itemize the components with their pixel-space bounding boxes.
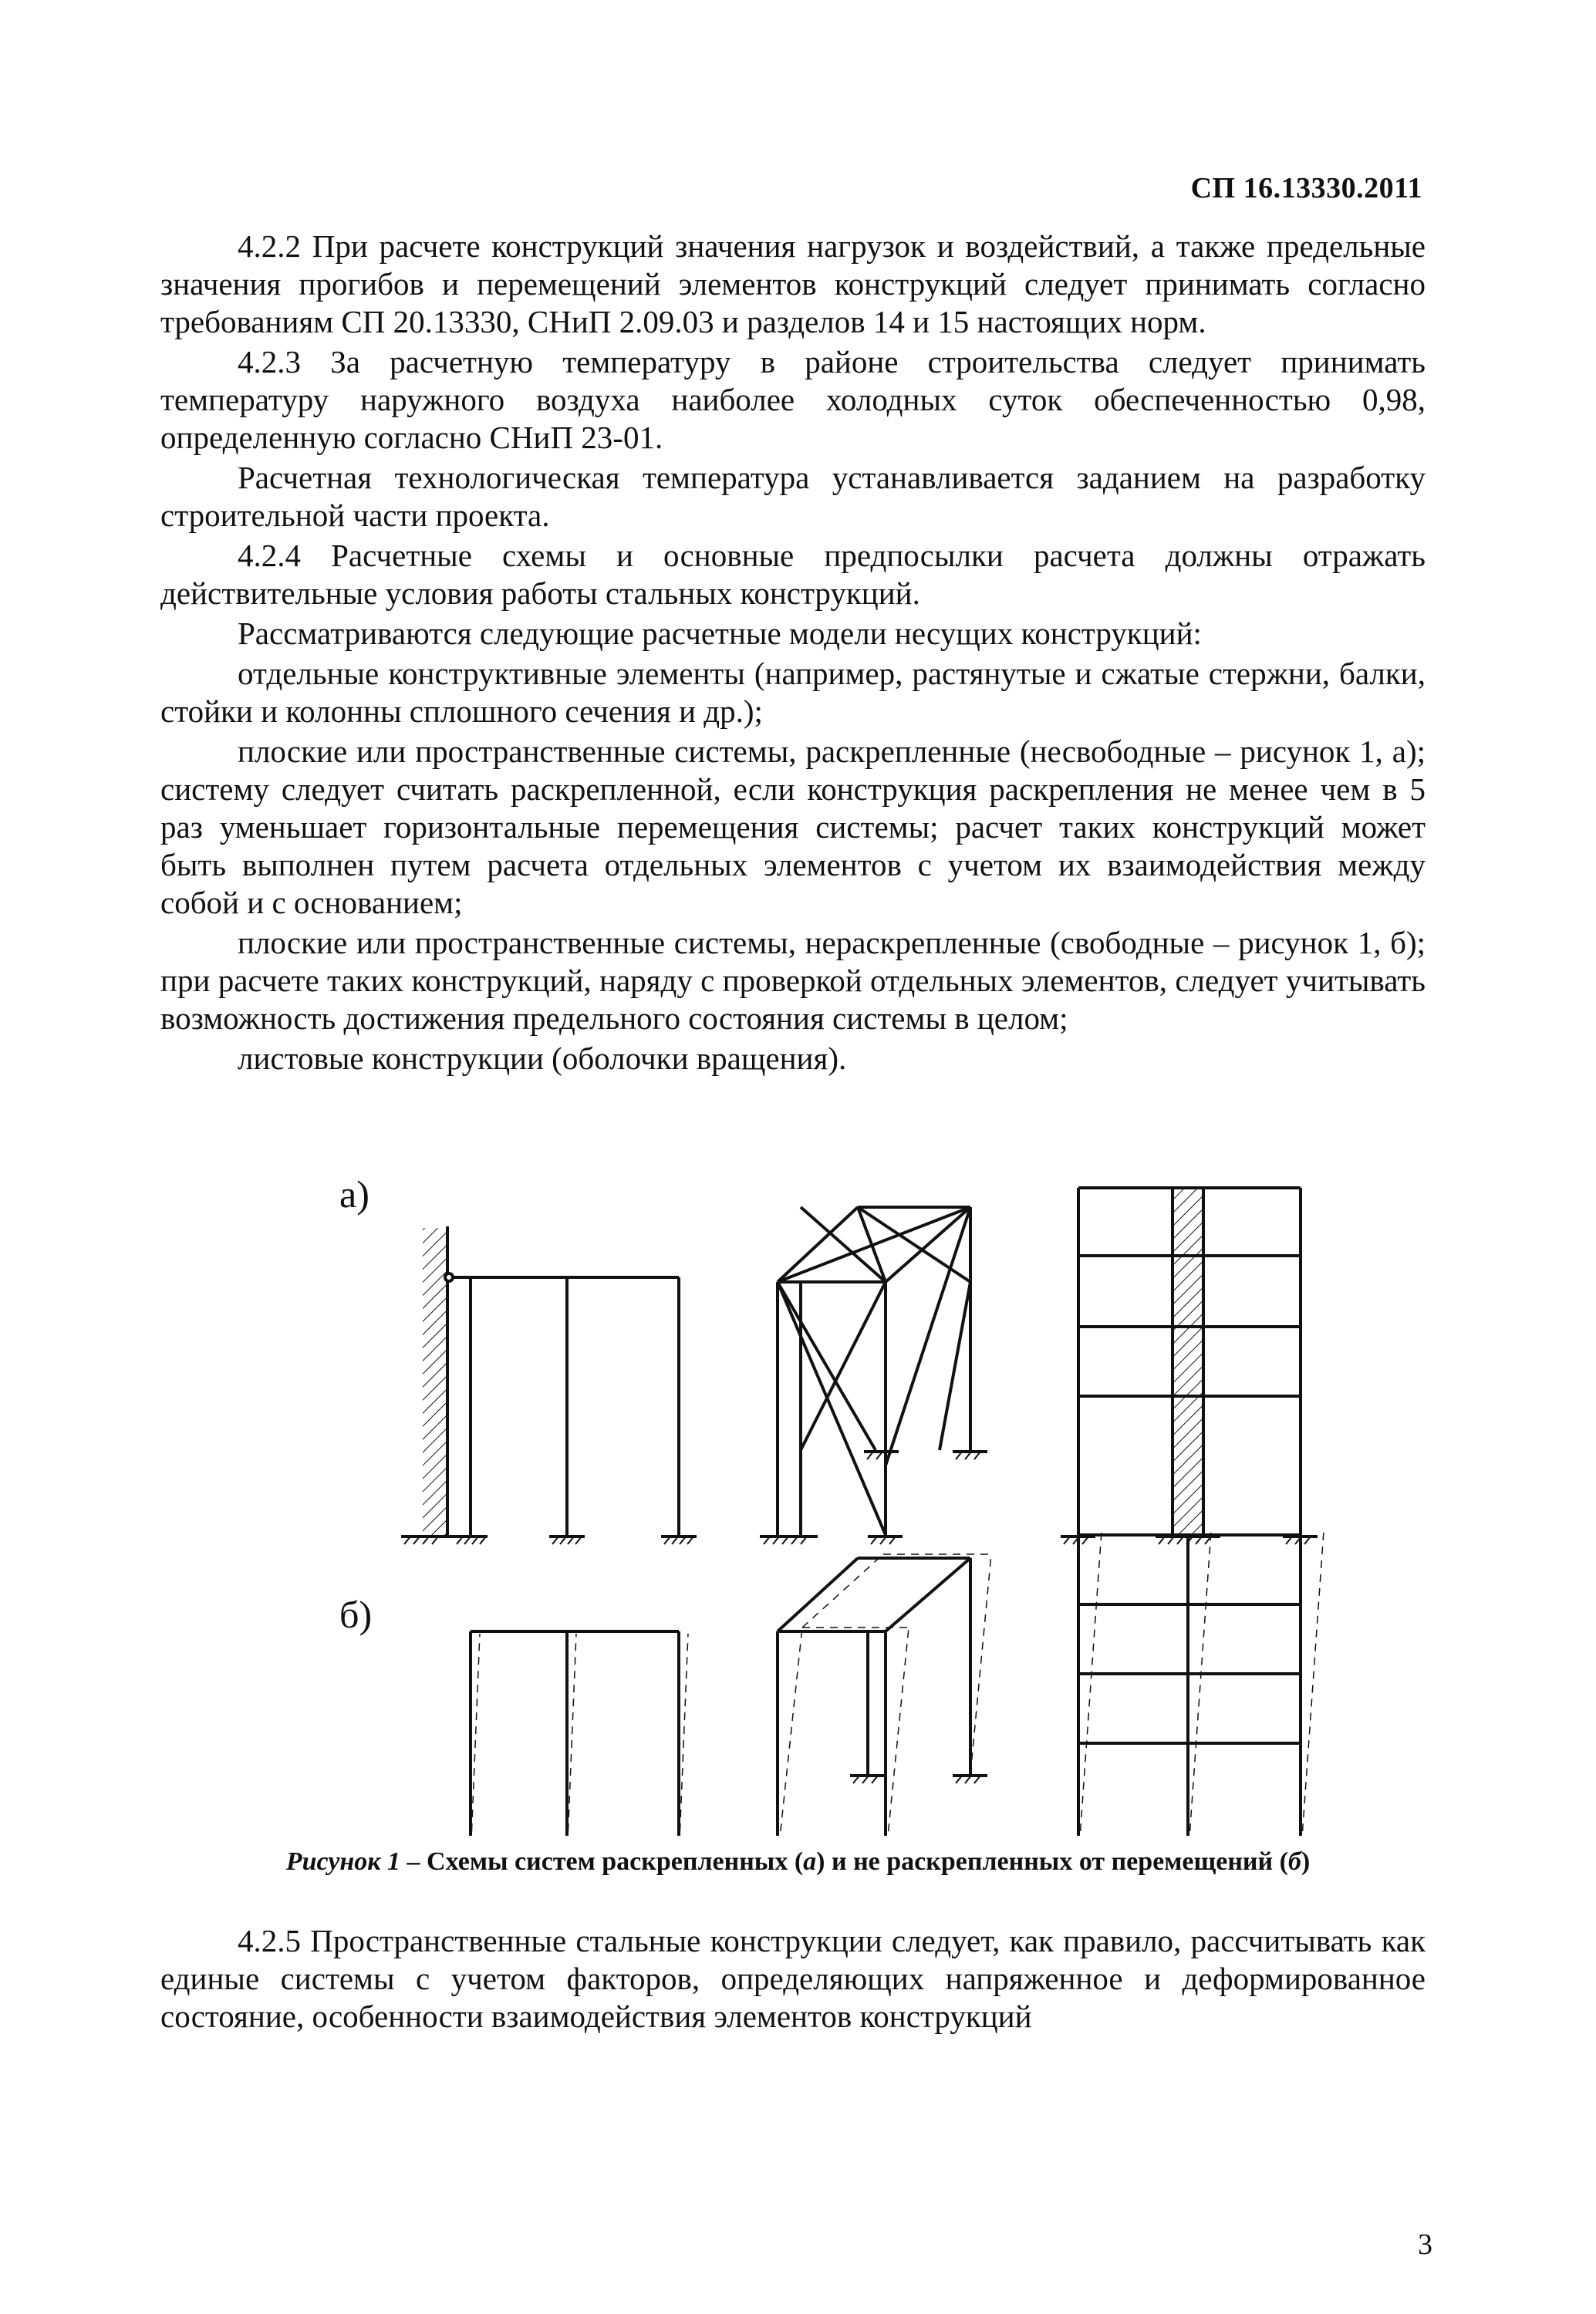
paragraph-model-shells: листовые конструкции (оболочки вращения). [238, 1041, 847, 1076]
page-number: 3 [1418, 2228, 1432, 2261]
figure-caption [0, 1847, 1596, 1877]
figure-label-a: а) [339, 1172, 369, 1216]
paragraph-4-2-2: 4.2.2 При расчете конструкций значения нагрузок и воздействий, а также предельные значения прогибов и перемещений элементов конструкций следует принимать согласно требованиям СП 20.13330, СНиП 2.09.03 и разделов 14 и 15 настоящих норм. [160, 228, 1426, 339]
caption-a: а [803, 1847, 817, 1876]
braced-frame-spatial [760, 1207, 987, 1544]
caption-prefix: Рисунок 1 [285, 1847, 401, 1876]
body-text-block [160, 228, 1426, 1080]
caption-end: ) [1301, 1847, 1311, 1876]
body-text-after-figure [160, 1922, 1426, 2036]
paragraph-tech-temperature: Расчетная технологическая температура устанавливается заданием на разработку строительной части проекта. [160, 460, 1426, 533]
unbraced-frame-spatial [760, 1554, 991, 1836]
caption-b: б [1287, 1847, 1301, 1876]
paragraph-4-2-5: 4.2.5 Пространственные стальные конструкции следует, как правило, рассчитывать как единые системы с учетом факторов, определяющих напряженное и деформированное состояние, особенности взаимодействия элементов конструкций [160, 1923, 1426, 2034]
figure-1-diagram [0, 1142, 1596, 1836]
unbraced-frame-plane [454, 1631, 697, 1836]
paragraph-4-2-3: 4.2.3 За расчетную температуру в районе строительства следует принимать температуру наружного воздуха наиболее холодных суток обеспеченностью 0,98, определенную согласно СНиП 23-01. [160, 344, 1426, 455]
paragraph-model-unbraced: плоские или пространственные системы, нераскрепленные (свободные – рисунок 1, б); при расчете таких конструкций, наряду с проверкой отдельных элементов, следует учитывать возможность достижения предельного состояния системы в целом; [160, 925, 1426, 1036]
braced-frame-core [1061, 1188, 1318, 1544]
caption-mid: ) и не раскрепленных от перемещений ( [816, 1847, 1288, 1876]
paragraph-model-braced: плоские или пространственные системы, раскрепленные (несвободные – рисунок 1, а); систему следует считать раскрепленной, если конструкция раскрепления не менее чем в 5 раз уменьшает горизонтальные перемещения системы; расчет таких конструкций может быть выполнен путем расчета отдельных элементов с учетом их взаимодействия между собой и с основанием; [160, 734, 1426, 920]
paragraph-4-2-4: 4.2.4 Расчетные схемы и основные предпосылки расчета должны отражать действительные условия работы стальных конструкций. [160, 538, 1426, 611]
braced-frame-wall [401, 1226, 697, 1544]
figure-label-b: б) [339, 1593, 373, 1636]
paragraph-model-elements: отдельные конструктивные элементы (например, растянутые и сжатые стержни, балки, стойки и колонны сплошного сечения и др.); [160, 656, 1426, 729]
caption-text: – Схемы систем раскрепленных ( [400, 1847, 804, 1876]
paragraph-models-intro: Рассматриваются следующие расчетные модели несущих конструкций: [238, 616, 1202, 651]
document-code-header: СП 16.13330.2011 [1190, 172, 1422, 204]
unbraced-frame-multistorey [1061, 1531, 1324, 1836]
figure-1 [0, 1142, 1596, 1836]
